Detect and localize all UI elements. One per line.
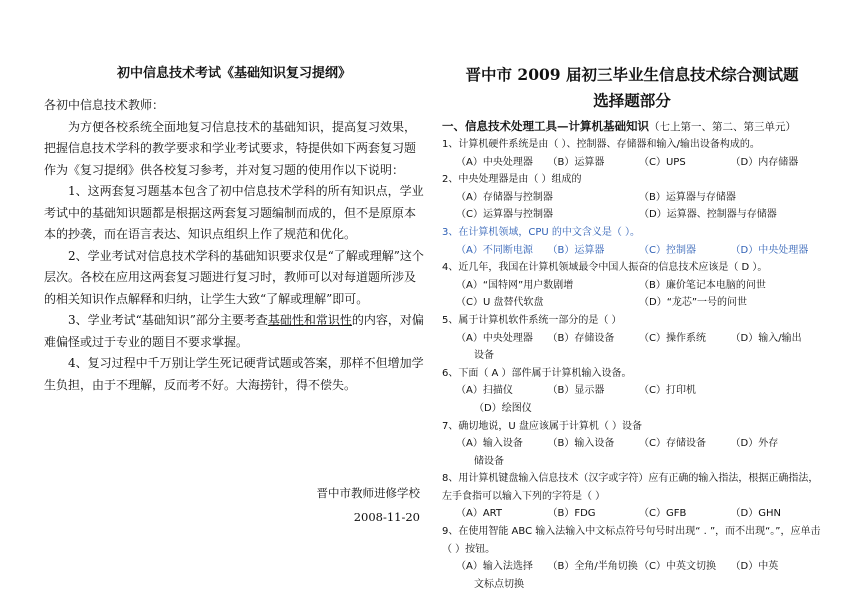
question-5: 5、属于计算机软件系统一部分的是（ ） — [442, 314, 622, 326]
option-a: （A）中央处理器 — [456, 156, 533, 168]
signature-date: 2008-11-20 — [353, 510, 420, 524]
greeting: 各初中信息技术教师： — [44, 98, 165, 112]
paragraph-3 — [44, 310, 424, 353]
paragraph-1: 1、这两套复习题基本包含了初中信息技术学科的所有知识点，学业考试中的基础知识题都是根据这两套复习题编制而成的，但不是原原本本的抄袭，而在语言表达、知识点组织上作了规范和优化。 — [44, 184, 424, 241]
options-8 — [442, 505, 822, 523]
question-2: 2、中央处理器是由（ ）组成的 — [442, 174, 582, 186]
option-a: （A）不同断电源 — [456, 244, 533, 256]
right-page — [442, 62, 822, 593]
option-continuation-9: 文标点切换 — [474, 578, 524, 590]
option-c: （C）控制器 — [639, 244, 696, 256]
option-b: （B）全角/半角切换 — [547, 561, 638, 573]
options-9 — [442, 558, 822, 576]
option-d: （D）中央处理器 — [730, 244, 809, 256]
paragraph-2: 2、学业考试对信息技术学科的基础知识要求仅是“了解或理解”这个层次。各校在应用这两套复习题进行复习时，教师可以对每道题所涉及的相关知识作点解释和归纳，让学生大致“了解或理解”即可。 — [44, 248, 424, 306]
option-c: （C）UPS — [639, 156, 686, 168]
option-b: （B）运算器与存储器 — [639, 191, 736, 203]
option-c: （C）U 盘替代软盘 — [456, 297, 544, 309]
option-b: （B）FDG — [547, 508, 596, 520]
left-title: 初中信息技术考试《基础知识复习提纲》 — [116, 66, 351, 81]
option-d: （D）外存 — [730, 438, 779, 450]
options-6 — [442, 382, 822, 400]
option-a: （A）扫描仪 — [456, 385, 513, 397]
option-a: （A）输入法选择 — [456, 561, 533, 573]
para3-text-a: 3、学业考试“基础知识”部分主要考查 — [68, 313, 268, 327]
option-b: （B）输入设备 — [547, 438, 615, 450]
option-c: （C）打印机 — [639, 385, 696, 397]
option-c: （C）GFB — [639, 508, 687, 520]
paragraph-intro: 为方便各校系统全面地复习信息技术的基础知识，提高复习效果，把握信息技术学科的教学要求和学业考试要求，特提供如下两套复习题作为《复习提纲》供各校复习参考，并对复习题的使用作以下说明： — [44, 119, 417, 177]
option-a: （A）ART — [456, 508, 503, 520]
question-1: 1、计算机硬件系统是由（ ）、控制器、存储器和输入/输出设备构成的。 — [442, 139, 760, 150]
option-d: （D）中英 — [730, 561, 779, 573]
options-7 — [442, 435, 822, 453]
options-2 — [442, 189, 822, 224]
question-7: 7、确切地说，U 盘应该属于计算机（ ）设备 — [442, 420, 643, 432]
exam-title: 晋中市 2009 届初三毕业生信息技术综合测试题 — [465, 65, 799, 84]
option-b: （B）存储设备 — [547, 332, 615, 344]
option-c: （C）操作系统 — [639, 332, 706, 344]
option-a: （A）“国特网”用户数剧增 — [456, 279, 574, 291]
option-a: （A）中央处理器 — [456, 332, 533, 344]
options-1 — [442, 154, 822, 172]
option-a: （A）存储器与控制器 — [456, 191, 553, 203]
option-d: （D）输入/输出 — [730, 332, 802, 344]
question-9: 9、在使用智能 ABC 输入法输入中文标点符号句号时出现“ . ”，而不出现“。”，应单击（ ）按钮。 — [442, 526, 821, 555]
question-8: 8、用计算机键盘输入信息技术（汉字或字符）应有正确的输入指法，根据正确指法，左手食指可以输入下列的字符是（ ） — [442, 473, 819, 502]
para3-text-b: 的内容，对偏难偏怪或过于专业的题目不要求掌握。 — [44, 313, 424, 349]
option-c: （C）运算器与控制器 — [456, 209, 553, 221]
option-d: （D）运算器、控制器与存储器 — [639, 209, 777, 221]
option-b: （B）运算器 — [547, 244, 605, 256]
question-4: 4、近几年，我国在计算机领域最令中国人振奋的信息技术应该是（ D ）。 — [442, 262, 768, 274]
options-4 — [442, 277, 822, 312]
section-heading — [442, 118, 822, 136]
option-continuation-7: 储设备 — [474, 455, 504, 467]
option-d: （D）GHN — [730, 508, 781, 520]
option-b: （B）廉价笔记本电脑的问世 — [639, 279, 766, 291]
option-b: （B）显示器 — [547, 385, 605, 397]
question-6: 6、下面（ A ）部件属于计算机输入设备。 — [442, 367, 632, 379]
option-continuation-5: 设备 — [474, 350, 494, 362]
option-continuation-6: （D）绘图仪 — [474, 402, 532, 414]
option-a: （A）输入设备 — [456, 438, 523, 450]
paragraph-4: 4、复习过程中千万别让学生死记硬背试题或答案，那样不但增加学生负担，由于不理解，反而考不好。大海捞针，得不偿失。 — [44, 356, 424, 392]
option-c: （C）中英文切换 — [639, 561, 716, 573]
section-title: 一、信息技术处理工具—计算机基础知识 — [442, 119, 649, 133]
exam-subtitle: 选择题部分 — [593, 91, 671, 110]
para3-underlined: 基础性和常识性 — [267, 313, 352, 327]
option-d: （D）内存储器 — [730, 156, 799, 168]
option-b: （B）运算器 — [547, 156, 605, 168]
signature-org: 晋中市教师进修学校 — [316, 486, 420, 500]
left-page — [44, 62, 424, 396]
options-3 — [442, 242, 822, 260]
options-5 — [442, 330, 822, 348]
question-3: 3、在计算机领域，CPU 的中文含义是（ ）。 — [442, 226, 641, 238]
option-d: （D）“龙芯”一号的问世 — [639, 297, 748, 309]
option-c: （C）存储设备 — [639, 438, 706, 450]
section-note: （七上第一、第二、第三单元） — [649, 121, 796, 133]
